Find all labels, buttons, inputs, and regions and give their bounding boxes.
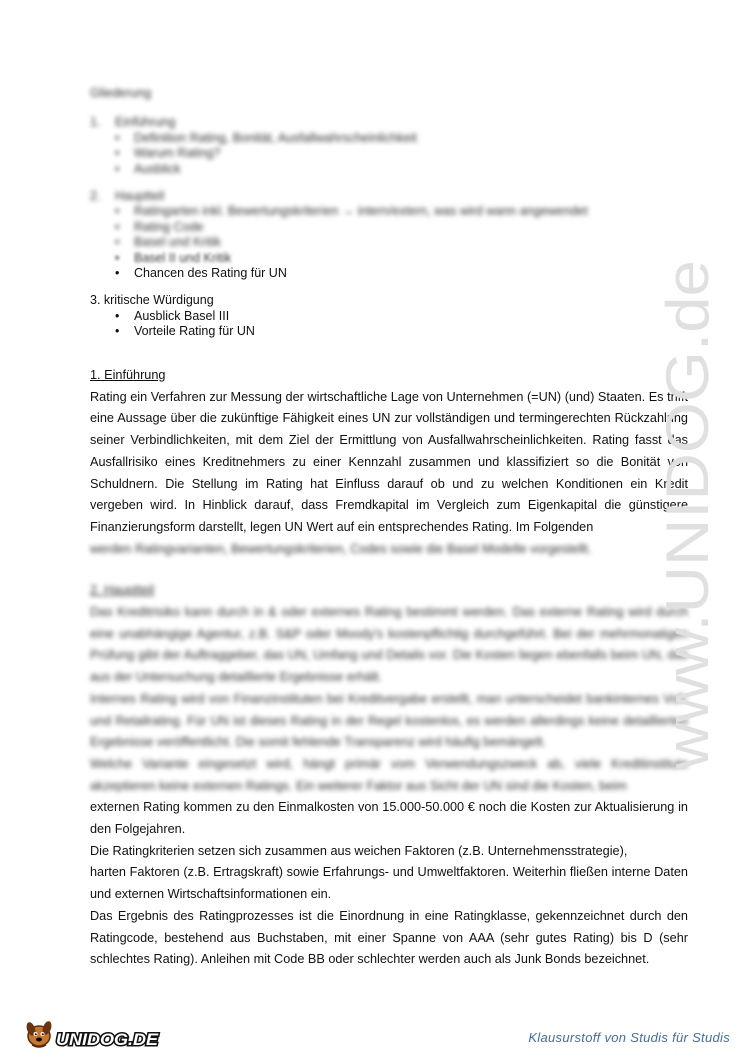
paragraph: externen Rating kommen zu den Einmalkosten von 15.000-50.000 € noch die Kosten zur Aktualisierung in den Folgejahren. (90, 800, 688, 837)
paragraph: harten Faktoren (z.B. Ertragskraft) sowie Erfahrungs- und Umweltfaktoren. Weiterhin fließen interne Daten und externen Wirtschaftsinformationen ein. (90, 865, 688, 902)
outline-section-1 (90, 115, 650, 177)
outline-title: Gliederung (90, 86, 152, 100)
outline-item: • Basel II und Kritik (90, 251, 650, 266)
paragraph-blurred: Welche Variante eingesetzt wird, hängt primär vom Verwendungszweck ab, viele Kreditinstitute akzeptieren keine externen Ratings. Ein weiterer Faktor aus Sicht der UN sind die Kosten, beim (90, 756, 688, 793)
paragraph-blurred: Das Kreditrisiko kann durch in & oder externes Rating bestimmt werden. Das externe Rating wird durch eine unabhängige Agentur, z.B. S&P oder Moody's kostenpflichtig durchgeführt. Bei der mehrmonatigen Prüfung gibt der Auftraggeber, das UN, Umfang und Details vor. Die Kosten liegen ebenfalls beim UN, das aus der Untersuchung detaillierte Ergebnisse erhält. (90, 605, 688, 685)
logo-text: UNIDOG.DE (56, 1030, 159, 1049)
paragraph-blurred: Internes Rating wird von Finanzinstituten bei Kreditvergabe erstellt, man unterscheidet bankinternes Voll- und Retailrating. Für UN ist dieses Rating in der Regel kostenlos, es werden allerdings keine detaillierten Ergebnisse veröffentlicht. Die somit fehlende Transparenz wird häufig bemängelt. (90, 691, 688, 750)
outline-section-heading (90, 115, 650, 130)
outline-section-heading (90, 189, 650, 204)
outline-section-label: Einführung (115, 115, 176, 130)
paragraph: Rating ein Verfahren zur Messung der wirtschaftliche Lage von Unternehmen (=UN) (und) Staaten. Es trifft eine Aussage über die zukünftige Fähigkeit eines UN zur vollständigen und termingerechten Rückzahlung seiner Verbindlichkeiten, mit dem Ziel der Ermittlung von Ausfallwahrscheinlichkeiten. Rating fasst das Ausfallrisiko eines Kreditnehmers zu einer Kennzahl zusammen und klassifiziert so die Bonität von Schuldnern. Die Stellung im Rating hat Einfluss darauf ob und zu welchen Konditionen ein Kredit vergeben wird. In Hinblick darauf, dass Fremdkapital im Vergleich zum Eigenkapital die günstigere Finanzierungsform darstellt, legen UN Wert auf ein entsprechendes Rating. Im Folgenden (90, 389, 688, 534)
section-heading-introduction: 1. Einführung (90, 368, 166, 382)
footer-logo (22, 1012, 162, 1054)
document-body (90, 365, 688, 971)
paragraph-blurred: werden Ratingvarianten, Bewertungskriterien, Codes sowie die Basel Modelle vorgestellt. (90, 541, 592, 556)
outline-item: • Chancen des Rating für UN (90, 266, 650, 281)
footer-tagline: Klausurstoff von Studis für Studis (528, 1030, 730, 1045)
outline-section-number: 1. (90, 115, 101, 130)
outline-item: • Ausblick (90, 162, 650, 177)
outline-section-2 (90, 189, 650, 281)
outline-item: • Definition Rating, Bonität, Ausfallwahrscheinlichkeit (90, 131, 650, 146)
outline-section-label: Hauptteil (115, 189, 165, 204)
outline-list (90, 204, 650, 281)
watermark (634, 255, 744, 775)
outline-item: • Rating Code (90, 220, 650, 235)
outline-section-heading: 3. kritische Würdigung (90, 293, 214, 308)
outline-section-number: 2. (90, 189, 101, 204)
outline-section-3 (90, 293, 650, 339)
dog-mascot-icon (25, 1020, 53, 1047)
outline-list (90, 131, 650, 177)
outline-item: • Warum Rating? (90, 146, 650, 161)
paragraph: Die Ratingkriterien setzen sich zusammen aus weichen Faktoren (z.B. Unternehmensstrategie), (90, 843, 628, 858)
watermark-text: www.UNIDOG.de (654, 303, 721, 770)
section-heading-main: 2. Hauptteil (90, 583, 155, 598)
outline-item: • Ratingarten inkl. Bewertungskriterien → intern/extern, was wird wann angewendet (90, 204, 650, 219)
outline (90, 86, 650, 352)
outline-item: • Basel und Kritik (90, 235, 650, 250)
outline-item: • Vorteile Rating für UN (90, 324, 650, 339)
paragraph: Das Ergebnis des Ratingprozesses ist die Einordnung in eine Ratingklasse, gekennzeichnet durch den Ratingcode, bestehend aus Buchstaben, mit einer Spanne von AAA (sehr gutes Rating) bis D (sehr schlechtes Rating). Anleihen mit Code BB oder schlechter werden auch als Junk Bonds bezeichnet. (90, 908, 688, 967)
outline-list (90, 309, 650, 340)
outline-item: • Ausblick Basel III (90, 309, 650, 324)
